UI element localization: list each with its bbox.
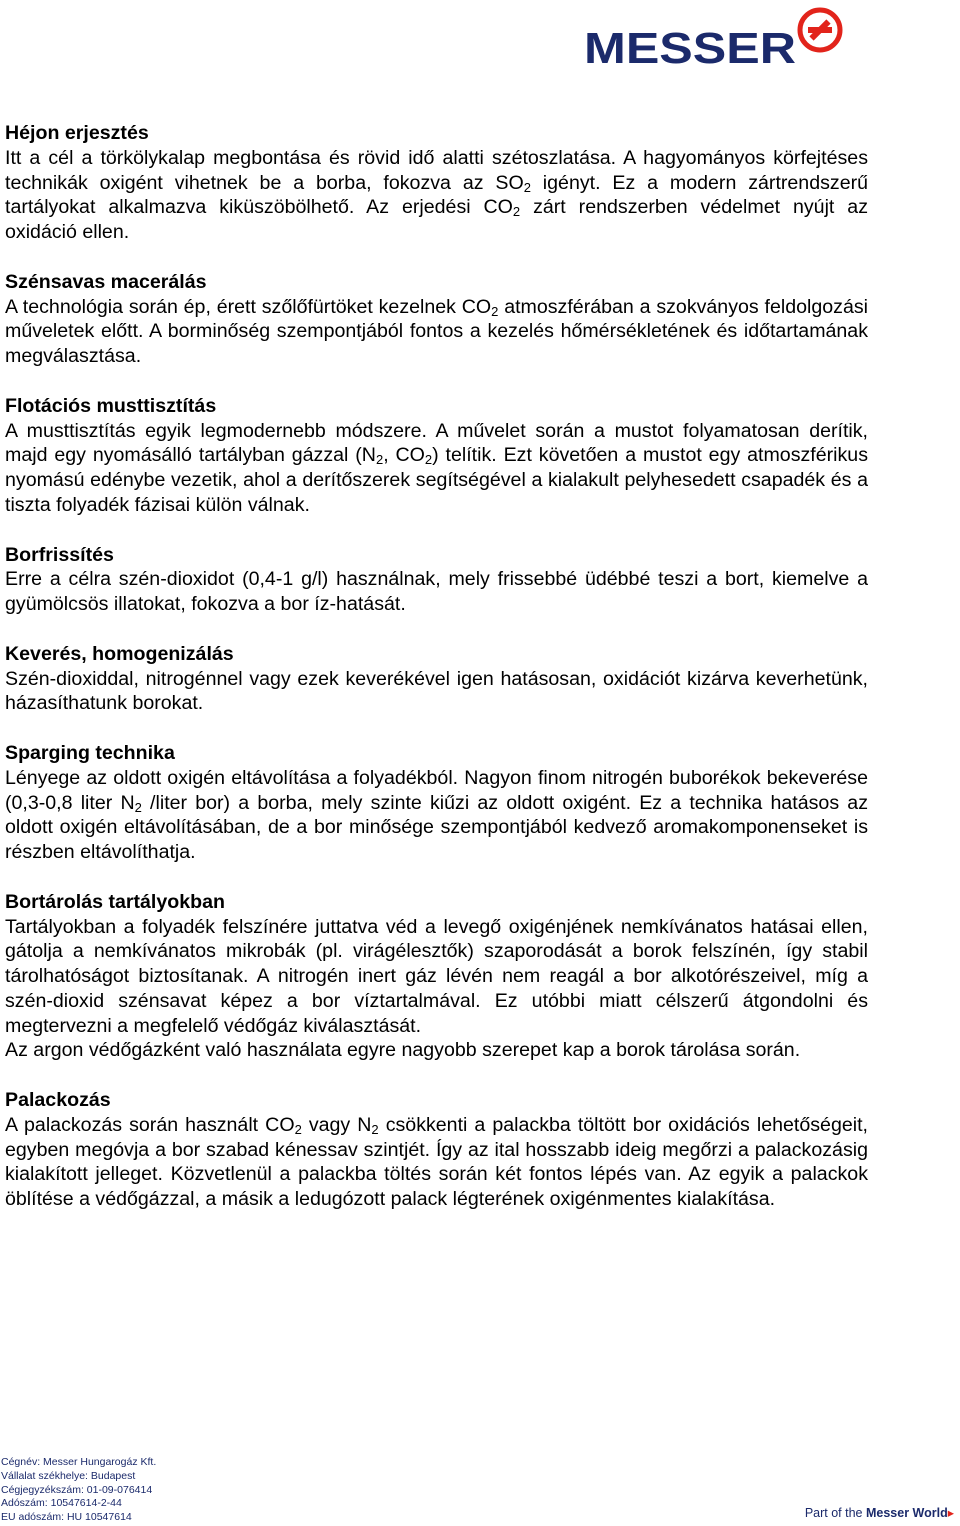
text-run: /liter bor) a borba, mely szinte kiűzi az oldott oxigént. Ez a technika hatásos az oldott oxigén eltávolításában, de a bor minősége szempontjából kedvező aromakomponenseket is részben eltávolíthatja.: [5, 791, 868, 864]
section: [5, 121, 868, 245]
text-run: , CO: [383, 444, 425, 467]
section-title: Flotációs musttisztítás: [5, 394, 217, 417]
subscript: 2: [523, 179, 531, 195]
text-run: atmoszférában a szokványos feldolgozási műveletek előtt. A borminőség szempontjából fontos a kezelés hőmérsékletének és időtartamának megválasztása.: [5, 295, 868, 368]
text-run: ) telítik. Ezt követően a mustot egy atmoszférikus nyomású edénybe vezetik, ahol a derítőszerek segítségével a kialakult pelyhesedett csapadék és a tiszta folyadék fázisai külön válnak.: [5, 444, 869, 516]
subscript: 2: [294, 1121, 302, 1137]
section-paragraph: [5, 667, 868, 717]
section-paragraph: [5, 915, 868, 1039]
section: [5, 890, 868, 1064]
text-run: Itt a cél a törkölykalap megbontása és rövid idő alatti szétoszlatása. A hagyományos körfejtéses technikák oxigént vihetnek be a borba, fokozva az SO: [5, 146, 868, 194]
text-run: Tartályokban a folyadék felszínére juttatva véd a levegő oxigénjének nemkívánatos hatásai ellen, gátolja a nemkívánatos mikrobák (pl. virágélesztők) szaporodását a borok felszínén, így stabil tárolhatóságot biztosítanak. A nitrogén inert gáz lévén nem reagál a bor alkotórészeivel, míg a szén-dioxid szénsavat képez a bor víztartalmával. Ez utóbbi miatt célszerű átgondolni és megtervezni a megfelelő védőgáz kiválasztását.: [5, 915, 868, 1037]
text-run: zárt rendszerben védelmet nyújt az oxidáció ellen.: [5, 196, 868, 244]
footer-line: Adószám: 10547614-2-44: [1, 1497, 122, 1510]
logo-emblem: [800, 10, 840, 50]
text-run: A technológia során ép, érett szőlőfürtöket kezelnek CO: [5, 295, 492, 318]
tagline-arrow-icon: ▸: [947, 1506, 954, 1520]
document-body: [5, 121, 868, 1237]
section-title: Szénsavas macerálás: [5, 270, 207, 293]
section-title: Borfrissítés: [5, 543, 114, 566]
logo-wordmark: MESSER: [584, 24, 796, 68]
subscript: 2: [375, 452, 384, 468]
text-run: Az argon védőgázként való használata egyre nagyobb szerepet kap a borok tárolása során.: [5, 1039, 801, 1062]
subscript: 2: [491, 303, 499, 319]
section-title: Keverés, homogenizálás: [5, 642, 234, 665]
section-paragraph: [5, 419, 868, 518]
section: [5, 270, 868, 369]
section-title: Bortárolás tartályokban: [5, 890, 225, 913]
subscript: 2: [512, 204, 521, 220]
text-run: A musttisztítás egyik legmodernebb módszere. A művelet során a mustot folyamatosan derítik, majd egy nyomásálló tartályban gázzal (N: [5, 419, 868, 467]
text-run: Erre a célra szén-dioxidot (0,4-1 g/l) használnak, mely frissebbé üdébbé teszi a bort, kiemelve a gyümölcsös illatokat, fokozva a bor íz-hatását.: [5, 568, 868, 616]
section-paragraph: [5, 766, 868, 865]
section: [5, 741, 868, 865]
footer-line: Cégjegyzékszám: 01-09-076414: [1, 1483, 153, 1496]
text-run: igényt. Ez a modern zártrendszerű tartályokat alkalmazva kiküszöbölhető. Az erjedési CO: [5, 171, 869, 219]
section-title: Palackozás: [5, 1089, 111, 1112]
section-title: Héjon erjesztés: [5, 122, 149, 144]
section-paragraph: [5, 1113, 868, 1212]
tagline-prefix: Part of the: [804, 1506, 866, 1520]
text-run: A palackozás során használt CO: [5, 1113, 295, 1136]
tagline-brand: Messer World: [865, 1506, 948, 1520]
footer-line: EU adószám: HU 10547614: [1, 1511, 132, 1524]
section-title: Sparging technika: [5, 741, 175, 764]
section: [5, 642, 868, 716]
company-footer: [1, 1456, 156, 1525]
text-run: csökkenti a palackba töltött bor oxidációs lehetőségeit, egyben megóvja a bor szabad kénessav szintjét. Így az ital hosszabb ideig megőrzi a palackozásig kialakított jelleget. Közvetlenül a palackba töltés során két fontos lépés van. Az egyik a palackok öblítése a védőgázzal, a másik a ledugózott palack légterének oxigénmentes kialakítása.: [5, 1113, 868, 1211]
messer-world-tagline: [805, 1505, 954, 1520]
text-run: Szén-dioxiddal, nitrogénnel vagy ezek keverékével igen hatásosan, oxidációt kizárva keverhetünk, házasíthatunk borokat.: [5, 667, 868, 715]
footer-line: Cégnév: Messer Hungarogáz Kft.: [1, 1456, 157, 1468]
subscript: 2: [424, 452, 433, 468]
subscript: 2: [134, 799, 142, 815]
section: [5, 543, 868, 617]
subscript: 2: [371, 1121, 379, 1137]
text-run: vagy N: [301, 1113, 372, 1136]
section-paragraph: [5, 146, 868, 245]
messer-logo-icon: [584, 4, 854, 68]
text-run: Lényege az oldott oxigén eltávolítása a folyadékból. Nagyon finom nitrogén buborékok bekeverése (0,3-0,8 liter N: [5, 766, 868, 814]
footer-line: Vállalat székhelye: Budapest: [1, 1469, 136, 1482]
section-paragraph: [5, 567, 868, 617]
messer-logo: [584, 4, 854, 68]
section-paragraph: [5, 1038, 868, 1063]
section-paragraph: [5, 295, 868, 369]
section: [5, 1088, 868, 1212]
section: [5, 394, 868, 518]
